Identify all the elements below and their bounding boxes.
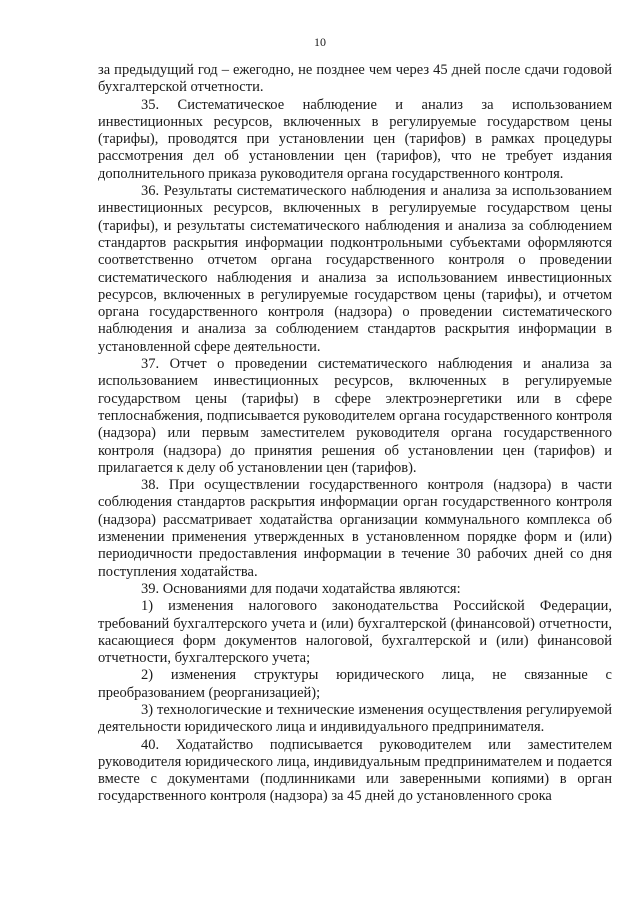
- paragraph-38: 38. При осуществлении государственного контроля (надзора) в части соблюдения стандартов раскрытия информации орган государственного контроля (надзора) рассматривает ходатайства организации коммунального комплекса об изменении применения утвержденных в установленном порядке форм и (или) периодичности предоставления информации в течение 30 рабочих дней со дня поступления ходатайства.: [98, 477, 612, 580]
- page-number: 10: [314, 35, 326, 49]
- list-item-1: 1) изменения налогового законодательства Российской Федерации, требований бухгалтерского учета и (или) бухгалтерской (финансовой) отчетности, касающиеся форм документов налоговой, бухгалтерской и (или) финансовой отчетности, бухгалтерского учета;: [98, 598, 612, 667]
- paragraph-39: 39. Основаниями для подачи ходатайства являются:: [141, 580, 461, 597]
- paragraph-35: 35. Систематическое наблюдение и анализ за использованием инвестиционных ресурсов, включенных в регулируемые государством цены (тарифы), проводятся при установлении цен (тарифов) в рамках процедуры рассмотрения дел об установлении цен (тарифов), что не требует издания дополнительного приказа руководителя органа государственного контроля.: [98, 96, 612, 182]
- paragraph-continuation: за предыдущий год – ежегодно, не позднее чем через 45 дней после сдачи годовой бухгалтерской отчетности.: [98, 62, 612, 96]
- list-item-3: 3) технологические и технические изменения осуществления регулируемой деятельности юридического лица и индивидуального предпринимателя.: [98, 701, 612, 736]
- list-item-2: 2) изменения структуры юридического лица, не связанные с преобразованием (реорганизацией);: [98, 667, 612, 701]
- paragraph-37: 37. Отчет о проведении систематического наблюдения и анализа за использованием инвестиционных ресурсов, включенных в регулируемые государством цены (тарифы) в сфере электроэнергетики или в сфере теплоснабжения, подписывается руководителем органа государственного контроля (надзора) или первым заместителем руководителя органа государственного контроля (надзора) до принятия решения об установлении цен (тарифов) и прилагается к делу об установлении цен (тарифов).: [98, 356, 612, 476]
- paragraph-40: 40. Ходатайство подписывается руководителем или заместителем руководителя юридического лица, индивидуальным предпринимателем и подается вместе с документами (подлинниками или заверенными копиями) в орган государственного контроля (надзора) за 45 дней до установленного срока: [98, 736, 612, 805]
- paragraph-36: 36. Результаты систематического наблюдения и анализа за использованием инвестиционных ресурсов, включенных в регулируемые государством цены (тарифы), и результаты систематического наблюдения и анализа за соблюдением стандартов раскрытия информации подконтрольными субъектами оформляются соответственно отчетом органа государственного контроля о проведении систематического наблюдения и анализа за использованием инвестиционных ресурсов, включенных в регулируемые государством цены (тарифы), и отчетом органа государственного контроля (надзора) о проведении систематического наблюдения и анализа за соблюдением стандартов раскрытия информации в установленной сфере деятельности.: [98, 183, 612, 355]
- document-body: [98, 62, 612, 806]
